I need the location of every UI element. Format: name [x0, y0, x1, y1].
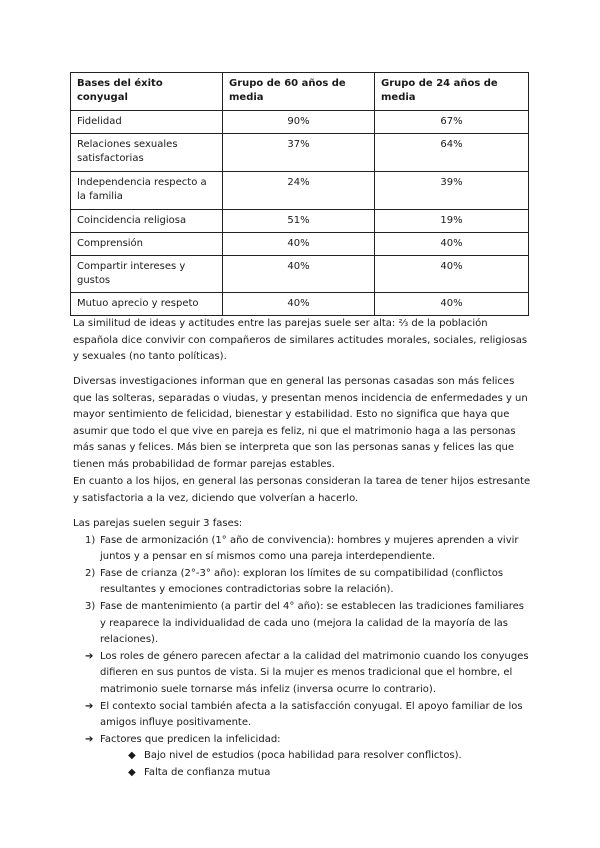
- paragraph-children: En cuanto a los hijos, en general las personas consideran la tarea de tener hijos estresante y satisfactoria a la vez, diciendo que volverían a hacerlo.: [73, 476, 531, 504]
- notes-list: [73, 649, 533, 782]
- cell: 51%: [223, 210, 375, 233]
- arrow-icon: ➔: [85, 650, 94, 662]
- diamond-bullet-icon: ◆: [128, 766, 136, 778]
- phase-text: Fase de armonización (1° año de convivencia): hombres y mujeres aprenden a vivir juntos y a pensar en sí mismos como una pareja interdependiente.: [100, 534, 519, 563]
- cell: 67%: [375, 111, 529, 134]
- cell: 40%: [375, 233, 529, 256]
- table-row: [71, 134, 529, 172]
- table-row: [71, 256, 529, 293]
- cell: 40%: [223, 256, 375, 293]
- factor-text: Falta de confianza mutua: [144, 766, 271, 778]
- cell: Comprensión: [71, 233, 223, 256]
- table-row: [71, 293, 529, 316]
- factor-item: [73, 765, 533, 782]
- table-header-row: [71, 73, 529, 111]
- header-cell: Bases del éxito conyugal: [71, 73, 223, 111]
- diamond-bullet-icon: ◆: [128, 750, 136, 762]
- header-cell: Grupo de 60 años de media: [223, 73, 375, 111]
- cell: 90%: [223, 111, 375, 134]
- phase-text: Fase de crianza (2°-3° año): exploran los límites de su compatibilidad (conflictos resultantes y emociones contradictorias sobre la relación).: [100, 567, 504, 596]
- table-row: [71, 111, 529, 134]
- phases-section: [73, 516, 533, 782]
- note-item: [73, 649, 533, 699]
- cell: 19%: [375, 210, 529, 233]
- note-text: Factores que predicen la infelicidad:: [100, 733, 281, 745]
- phases-list: [73, 533, 533, 649]
- cell: Fidelidad: [71, 111, 223, 134]
- cell: 24%: [223, 172, 375, 210]
- cell: 40%: [375, 256, 529, 293]
- phase-item: [73, 566, 533, 599]
- cell: Independencia respecto a la familia: [71, 172, 223, 210]
- list-number: 3): [85, 600, 96, 612]
- cell: 40%: [375, 293, 529, 316]
- cell: 64%: [375, 134, 529, 172]
- cell: 39%: [375, 172, 529, 210]
- table-row: [71, 172, 529, 210]
- phase-item: [73, 599, 533, 649]
- cell: Mutuo aprecio y respeto: [71, 293, 223, 316]
- header-cell: Grupo de 24 años de media: [375, 73, 529, 111]
- paragraph-similarity: La similitud de ideas y actitudes entre las parejas suele ser alta: ⅔ de la población española dice convivir con compañeros de similares actitudes morales, sociales, religiosas y sexuales (no tanto políticas).: [73, 318, 528, 363]
- phase-text: Fase de mantenimiento (a partir del 4° año): se establecen las tradiciones familiares y reaparece la individualidad de cada uno (mejora la calidad de la mayoría de las relaciones).: [100, 600, 524, 646]
- paragraph-married-happiness: Diversas investigaciones informan que en general las personas casadas son más felices que las solteras, separadas o viudas, y presentan menos incidencia de enfermedades y un mayor sentimiento de felicidad, bienestar y estabilidad. Esto no significa que haya que asumir que todo el que vive en pareja es feliz, ni que el matrimonio haga a las personas más sanas y felices. Más bien se interpreta que son las personas sanas y felices las que tienen más probabilidad de formar parejas estables.: [73, 376, 528, 470]
- cell: Relaciones sexuales satisfactorias: [71, 134, 223, 172]
- cell: 37%: [223, 134, 375, 172]
- cell: Compartir intereses y gustos: [71, 256, 223, 293]
- table-row: [71, 210, 529, 233]
- factor-item: [73, 748, 533, 765]
- note-item: [73, 699, 533, 732]
- phase-item: [73, 533, 533, 566]
- cell: Coincidencia religiosa: [71, 210, 223, 233]
- cell: 40%: [223, 233, 375, 256]
- phases-intro: Las parejas suelen seguir 3 fases:: [73, 518, 243, 529]
- list-number: 1): [85, 534, 96, 546]
- arrow-icon: ➔: [85, 733, 94, 745]
- factor-text: Bajo nivel de estudios (poca habilidad para resolver conflictos).: [144, 750, 462, 762]
- cell: 40%: [223, 293, 375, 316]
- success-bases-table: [70, 72, 529, 316]
- table-row: [71, 233, 529, 256]
- note-text: El contexto social también afecta a la satisfacción conyugal. El apoyo familiar de los amigos influye positivamente.: [100, 700, 523, 729]
- list-number: 2): [85, 567, 96, 579]
- note-text: Los roles de género parecen afectar a la calidad del matrimonio cuando los conyuges difieren en sus puntos de vista. Si la mujer es menos tradicional que el hombre, el matrimonio suele tornarse más infeliz (inversa ocurre lo contrario).: [100, 650, 529, 695]
- note-item: [73, 732, 533, 749]
- arrow-icon: ➔: [85, 700, 94, 712]
